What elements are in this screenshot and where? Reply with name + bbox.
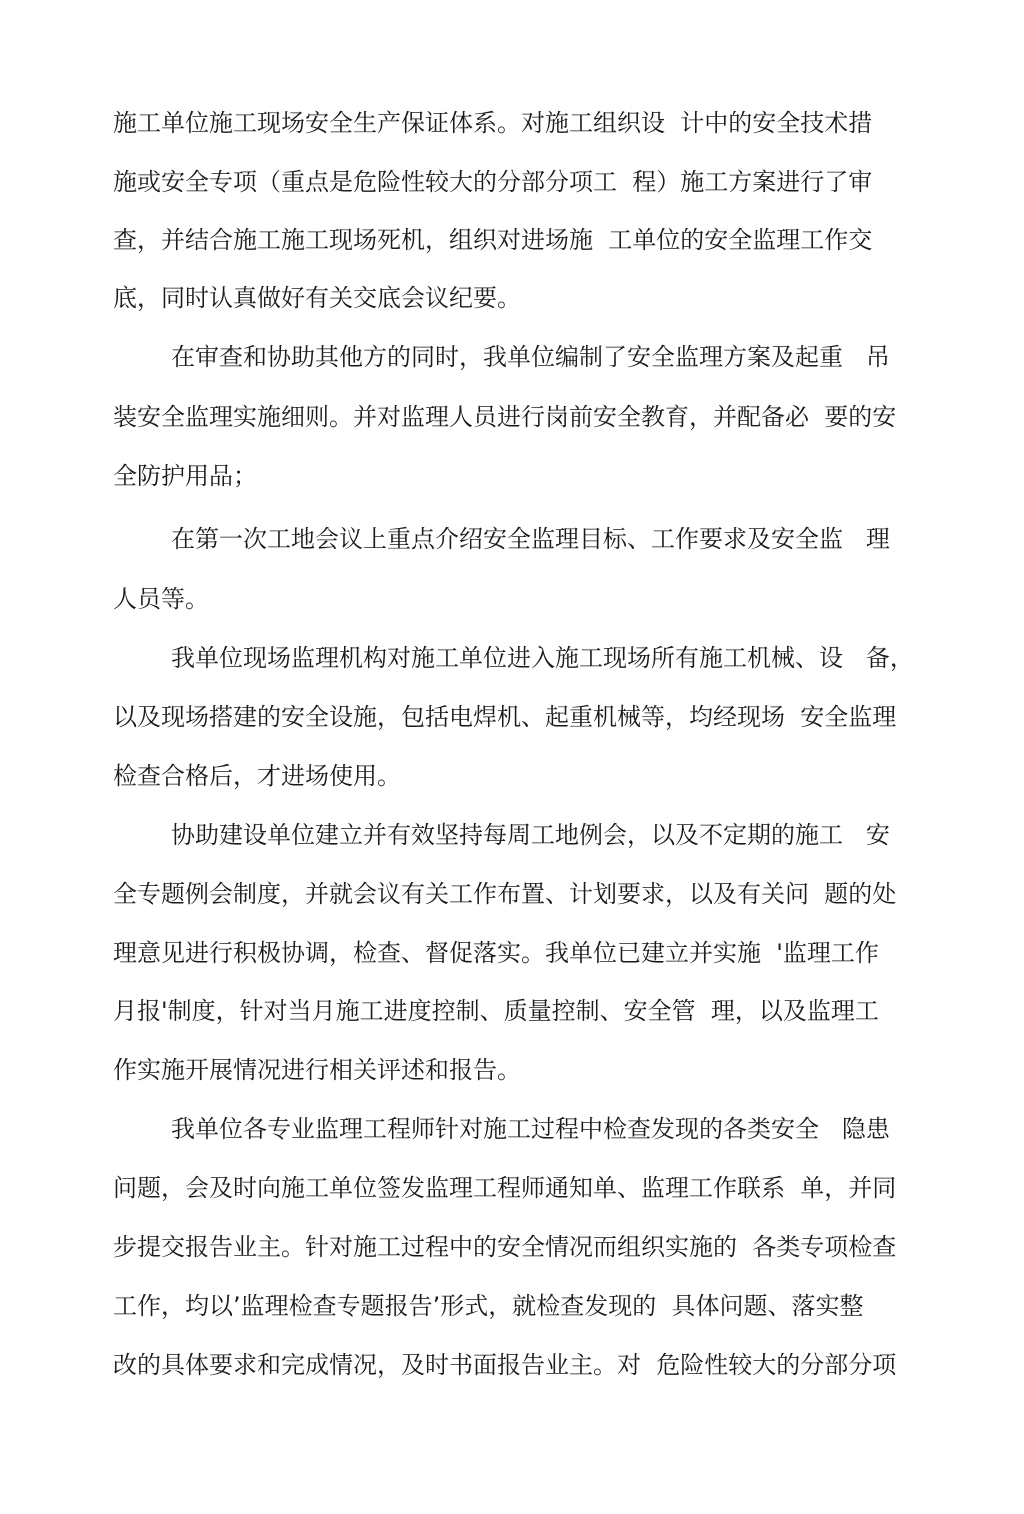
text-line: 以及现场搭建的安全设施，包括电焊机、起重机械等，均经现场 安全监理 xyxy=(113,703,897,731)
text-line: 人员等。 xyxy=(113,585,209,613)
text-line: 月报'制度，针对当月施工进度控制、质量控制、安全管 理，以及监理工 xyxy=(113,997,879,1025)
text-line: 问题，会及时向施工单位签发监理工程师通知单、监理工作联系 单，并同 xyxy=(113,1174,897,1202)
text-line: 全专题例会制度，并就会议有关工作布置、计划要求，以及有关问 题的处 xyxy=(113,880,897,908)
text-line: 装安全监理实施细则。并对监理人员进行岗前安全教育，并配备必 要的安 xyxy=(113,403,897,431)
text-line: 施工单位施工现场安全生产保证体系。对施工组织设 计中的安全技术措 xyxy=(113,109,873,137)
text-line: 改的具体要求和完成情况，及时书面报告业主。对 危险性较大的分部分项 xyxy=(113,1351,897,1379)
text-line: 作实施开展情况进行相关评述和报告。 xyxy=(113,1056,521,1084)
text-line: 在审查和协助其他方的同时，我单位编制了安全监理方案及起重 吊 xyxy=(171,343,890,371)
text-line: 工作，均以’监理检查专题报告’形式，就检查发现的 具体问题、落实整 xyxy=(113,1292,864,1320)
text-line: 步提交报告业主。针对施工过程中的安全情况而组织实施的 各类专项检查 xyxy=(113,1233,897,1261)
text-line: 协助建设单位建立并有效坚持每周工地例会，以及不定期的施工 安 xyxy=(171,821,890,849)
text-line: 施或安全专项（重点是危险性较大的分部分项工 程）施工方案进行了审 xyxy=(113,168,873,196)
text-line: 查，并结合施工施工现场死机，组织对进场施 工单位的安全监理工作交 xyxy=(113,226,873,254)
text-line: 理意见进行积极协调，检查、督促落实。我单位已建立并实施 '监理工作 xyxy=(113,939,879,967)
text-line: 检查合格后，才进场使用。 xyxy=(113,762,401,790)
text-line: 我单位各专业监理工程师针对施工过程中检查发现的各类安全 隐患 xyxy=(171,1115,890,1143)
text-line: 底，同时认真做好有关交底会议纪要。 xyxy=(113,284,521,312)
text-line: 在第一次工地会议上重点介绍安全监理目标、工作要求及安全监 理 xyxy=(171,525,890,553)
text-line: 全防护用品； xyxy=(113,462,257,490)
text-line: 我单位现场监理机构对施工单位进入施工现场所有施工机械、设 备， xyxy=(171,644,914,672)
